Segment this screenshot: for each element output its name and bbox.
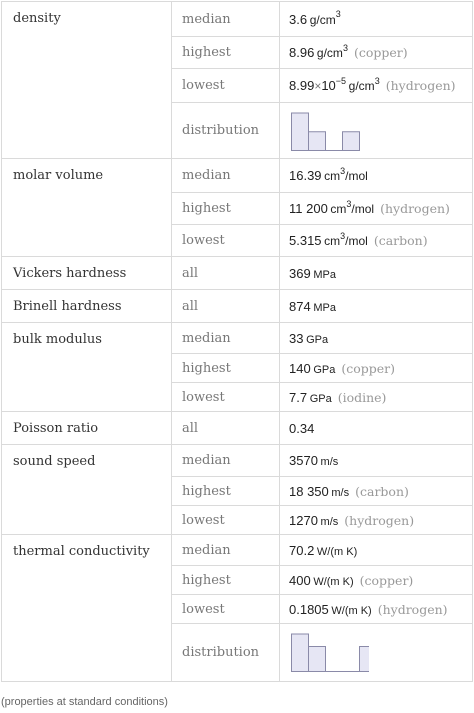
value-cell: 140 GPa (copper)	[280, 354, 473, 383]
value-cell: 874 MPa	[280, 290, 473, 323]
value-cell: 0.34	[280, 412, 473, 445]
histogram-bar	[292, 113, 309, 151]
sub-label: distribution	[172, 103, 280, 159]
density-histogram	[289, 109, 369, 153]
value-cell: 11 200 $cm^3$/mol (hydrogen)	[280, 193, 473, 225]
table-row	[2, 257, 473, 290]
property-name: Vickers hardness	[2, 257, 172, 290]
value-cell: 70.2 W/(m K)	[280, 535, 473, 566]
histogram-bar	[360, 646, 370, 671]
sub-label: lowest	[172, 506, 280, 535]
table-row	[2, 412, 473, 445]
sub-label: median	[172, 445, 280, 477]
value-cell: 5.315 $cm^3$/mol (carbon)	[280, 225, 473, 257]
histogram-bar	[343, 131, 360, 150]
property-name: Poisson ratio	[2, 412, 172, 445]
properties-table	[1, 1, 473, 682]
table-row	[2, 445, 473, 477]
table-row	[2, 535, 473, 566]
sub-label: highest	[172, 193, 280, 225]
sub-label: lowest	[172, 595, 280, 624]
table-row	[2, 159, 473, 193]
sub-label: all	[172, 290, 280, 323]
thermal-conductivity-histogram	[289, 630, 369, 676]
value-cell: 18 350 m/s (carbon)	[280, 477, 473, 506]
sub-label: lowest	[172, 69, 280, 103]
table-row	[2, 290, 473, 323]
sub-label: median	[172, 159, 280, 193]
value-cell: 16.39 $cm^3$/mol	[280, 159, 473, 193]
property-name: density	[2, 2, 172, 159]
property-name: Brinell hardness	[2, 290, 172, 323]
value-cell: 3.6 $g/cm^3$	[280, 2, 473, 37]
histogram-bar	[309, 131, 326, 150]
sub-label: median	[172, 2, 280, 37]
value-cell: 0.1805 W/(m K) (hydrogen)	[280, 595, 473, 624]
value-cell: 1270 m/s (hydrogen)	[280, 506, 473, 535]
value-cell: $8.99\times 10^{-5}$ $g/cm^3$ (hydrogen)	[280, 69, 473, 103]
sub-label: lowest	[172, 225, 280, 257]
value-cell: 8.96 $g/cm^3$ (copper)	[280, 37, 473, 69]
sub-label: median	[172, 323, 280, 354]
sub-label: distribution	[172, 624, 280, 682]
value-cell: 33 GPa	[280, 323, 473, 354]
sub-label: lowest	[172, 383, 280, 412]
sub-label: highest	[172, 37, 280, 69]
table-row	[2, 2, 473, 37]
property-name: bulk modulus	[2, 323, 172, 412]
value-cell: 7.7 GPa (iodine)	[280, 383, 473, 412]
table-row	[2, 323, 473, 354]
sub-label: highest	[172, 354, 280, 383]
sub-label: highest	[172, 477, 280, 506]
footnote: (properties at standard conditions)	[1, 696, 168, 708]
distribution-cell	[280, 624, 473, 682]
distribution-cell	[280, 103, 473, 159]
property-name: sound speed	[2, 445, 172, 535]
value-cell: 369 MPa	[280, 257, 473, 290]
property-name: thermal conductivity	[2, 535, 172, 682]
value-cell: 3570 m/s	[280, 445, 473, 477]
property-name: molar volume	[2, 159, 172, 257]
sub-label: all	[172, 257, 280, 290]
sub-label: all	[172, 412, 280, 445]
sub-label: median	[172, 535, 280, 566]
histogram-bar	[309, 646, 326, 671]
value-cell: 400 W/(m K) (copper)	[280, 566, 473, 595]
sub-label: highest	[172, 566, 280, 595]
histogram-bar	[292, 634, 309, 672]
